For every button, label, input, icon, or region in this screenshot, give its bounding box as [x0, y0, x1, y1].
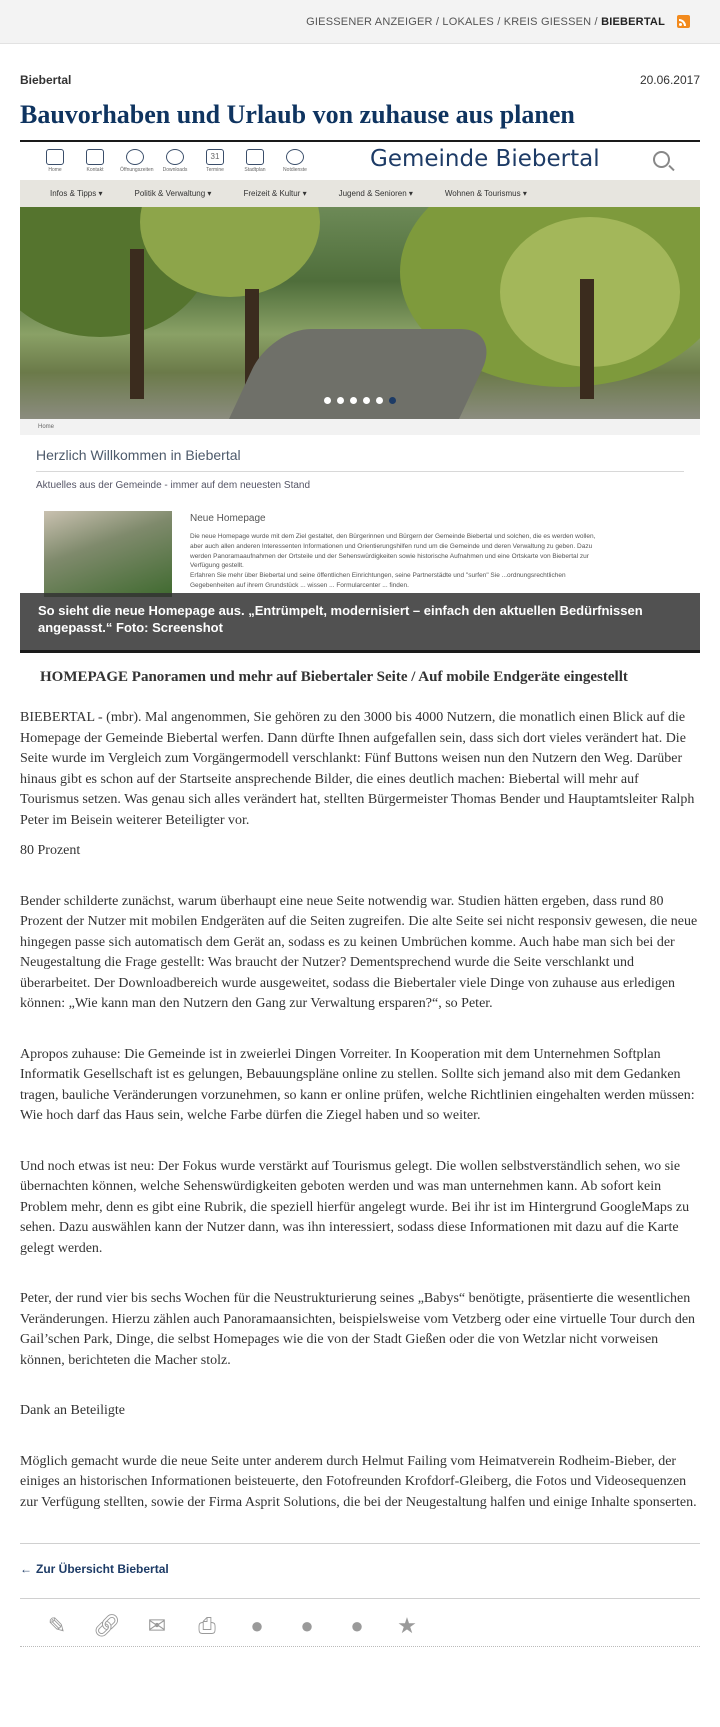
paragraph: Apropos zuhause: Die Gemeinde ist in zweierlei Dingen Vorreiter. In Kooperation mit dem Unternehmen Softplan Informatik Gesellschaft ist es gelungen, Bebauungspläne online zu stellen. Sollte sich jemand also mit dem Gedanken tragen, bauliche Veränderungen vorzunehmen, so kann er online prüfen, welche Richtlinien eingehalten werden müssen: Wie hoch darf das Haus sein, welche Farbe dürfen die Ziegel haben und so weiter. [20, 1046, 695, 1124]
twitter-icon[interactable]: ● [250, 1613, 264, 1639]
hero-image [20, 140, 700, 653]
screenshot-news [44, 511, 700, 597]
screenshot-mail-icon: Kontakt [80, 149, 110, 173]
article-section: Biebertal [20, 73, 72, 87]
paragraph: Peter, der rund vier bis sechs Wochen für die Neustrukturierung seines „Babys“ benötigte, präsentierte die wesentlichen Veränderungen. Hierzu zählen auch Panoramaansichten, beispielsweise vom Vetzberg oder eine virtuelle Tour durch den Gail’schen Park, Dinge, die selbst Homepages wie die von der Stadt Gießen oder die von Wetzlar nicht vorweisen können, berichteten die Macher stolz. [20, 1291, 696, 1368]
screenshot-lifebuoy-icon: Notdienste [280, 149, 310, 173]
article-date: 20.06.2017 [639, 73, 700, 87]
screenshot-news-thumbnail [44, 511, 172, 597]
screenshot-home-icon: Home [40, 149, 70, 173]
paragraph: Bender schilderte zunächst, warum überhaupt eine neue Seite notwendig war. Studien hätten ergeben, dass rund 80 Prozent der Nutzer mit mobilen Endgeräten auf die Seiten zugreifen. Die alte Seite sei nicht responsiv gewesen, die neue hingegen passe sich automatisch dem Gerät an, sodass es zu keinen Umbrüchen komme. Auch habe man sich bei der Neugestaltung die Frage gestellt: Was braucht der Nutzer? Dementsprechend wurde die Seite verschlankt und überarbeitet. Der Downloadbereich wurde ausgeweitet, sodass die Biebertaler viele Dinge von zuhause aus erledigen können: „Wie kann man den Nutzern den Gang zur Verwaltung ersparen?“, so Peter. [20, 893, 698, 1012]
screenshot-nav-item: Politik & Verwaltung ▾ [134, 189, 212, 199]
screenshot-nav [20, 180, 700, 207]
screenshot-nav-item: Jugend & Senioren ▾ [338, 189, 413, 199]
rss-icon[interactable] [677, 15, 690, 28]
screenshot-slider-dots [20, 391, 700, 409]
top-breadcrumb-bar [0, 0, 720, 44]
screenshot-nav-item: Wohnen & Tourismus ▾ [444, 189, 527, 199]
article-meta [20, 73, 700, 87]
image-caption: So sieht die neue Homepage aus. „Entrümpelt, modernisiert – einfach den aktuellen Bedürfnissen angepasst.“ Foto: Screenshot [20, 593, 700, 650]
screenshot-welcome: Herzlich Willkommen in Biebertal [36, 447, 241, 464]
screenshot-news-text: Die neue Homepage wurde mit dem Ziel gestaltet, den Bürgerinnen und Bürgern der Gemeinde Biebertal und solchen, die es werden wollen, aber auch allen anderen Interessenten Informationen und Orientierungshilfen rund um die Gemeinde und deren Verwaltung zu geben. Dazu werden Panoramaaufnahmen der Ortsteile und der Sehenswürdigkeiten sowie historische Aufnahmen und eine Ortskarte von Biebertal zur Verfügung gestellt. [190, 533, 596, 570]
paragraph: BIEBERTAL - (mbr). Mal angenommen, Sie gehören zu den 3000 bis 4000 Nutzern, die monatlich einen Blick auf die Homepage der Gemeinde Biebertal werfen. Dann dürfte Ihnen aufgefallen sein, dass sich dort vieles verändert hat. Die Seite wurde im Vergleich zum Vorgängermodell verschlankt: Fünf Buttons weisen nun den Nutzern den Weg. Darüber hinaus gibt es schon auf der Startseite ansprechende Bilder, die eines deutlich machen: Biebertal will mehr auf Tourismus setzen. Was genau sich alles verändert hat, stellten Bürgermeister Thomas Bender und Hauptamtsleiter Ralph Peter im Beisein weiterer Beteiligter vor. [20, 710, 695, 828]
print-icon[interactable]: ⎙ [198, 1613, 216, 1639]
intertitle: 80 Prozent [20, 843, 81, 859]
pencil-icon[interactable]: ✎ [47, 1613, 67, 1639]
screenshot-calendar-icon: 31 Termine [200, 149, 230, 173]
back-link-label[interactable]: Zur Übersicht Biebertal [36, 1562, 169, 1577]
breadcrumb-path[interactable]: GIESSENER ANZEIGER / LOKALES / KREIS GIESSEN / [306, 15, 602, 28]
article-body [20, 708, 700, 1513]
screenshot-news-text-2: Erfahren Sie mehr über Biebertal und seine öffentlichen Einrichtungen, seine Partnerstädte und "surfen" Sie ...ordnungsrechtlichen Gegebenheiten auf ihrem Grundstück ... wissen ... Formularcenter ... finden. [190, 572, 566, 589]
arrow-left-icon: ← [20, 1562, 32, 1577]
back-to-overview-link[interactable] [20, 1544, 700, 1598]
star-icon[interactable]: ★ [397, 1613, 417, 1639]
screenshot-park-photo [20, 207, 700, 419]
share-bar [20, 1599, 700, 1647]
article-subhead: HOMEPAGE Panoramen und mehr auf Biebertaler Seite / Auf mobile Endgeräte eingestellt [40, 669, 628, 686]
paragraph: Möglich gemacht wurde die neue Seite unter anderem durch Helmut Failing vom Heimatverein Rodheim-Bieber, der einiges an historischen Informationen beisteuerte, den Fotofreunden Krofdorf-Gleiberg, die Fotos und Videosequenzen zur Verfügung stellten, sowie der Firma Asprit Solutions, die bei der Neugestaltung halfen und einige Inhalte sponserten. [20, 1453, 697, 1510]
facebook-icon[interactable]: ● [350, 1613, 364, 1639]
paragraph: Und noch etwas ist neu: Der Fokus wurde verstärkt auf Tourismus gelegt. Die wollen selbstverständlich sehen, wo sie übernachten können, welche Sehenswürdigkeiten geboten werden und was man unternehmen kann. Ab sofort kein Problem mehr, denn es gibt eine Rubrik, die speziell hierfür angelegt wurde. Bei ihr ist im Hintergrund GoogleMaps zu sehen. Dazu auswählen kann der Nutzer dann, was ihn interessiert, sodass diese Informationen mit dazu auf die Karte gelegt werden. [20, 1158, 690, 1256]
screenshot-search-icon [653, 151, 670, 168]
googleplus-icon[interactable]: ● [300, 1613, 314, 1639]
mail-icon[interactable]: ✉ [147, 1613, 167, 1639]
screenshot-breadcrumb: Home [20, 419, 700, 435]
article [0, 73, 720, 1647]
link-icon[interactable]: 🔗︎ [93, 1613, 121, 1639]
screenshot-header [20, 142, 700, 180]
screenshot-clock-icon: Öffnungszeiten [120, 149, 150, 173]
screenshot-map-icon: Stadtplan [240, 149, 270, 173]
screenshot-nav-item: Freizeit & Kultur ▾ [243, 189, 307, 199]
breadcrumb-current[interactable]: BIEBERTAL [601, 15, 665, 28]
breadcrumb[interactable] [306, 16, 665, 28]
screenshot-news-title: Neue Homepage [190, 513, 266, 525]
screenshot-download-icon: Downloads [160, 149, 190, 173]
intertitle: Dank an Beteiligte [20, 1403, 125, 1419]
screenshot-subtitle: Aktuelles aus der Gemeinde - immer auf dem neuesten Stand [36, 480, 311, 492]
homepage-screenshot [20, 142, 700, 650]
article-title: Bauvorhaben und Urlaub von zuhause aus planen [20, 100, 575, 129]
screenshot-logo: Gemeinde Biebertal [370, 146, 600, 173]
screenshot-nav-item: Infos & Tipps ▾ [50, 189, 103, 199]
